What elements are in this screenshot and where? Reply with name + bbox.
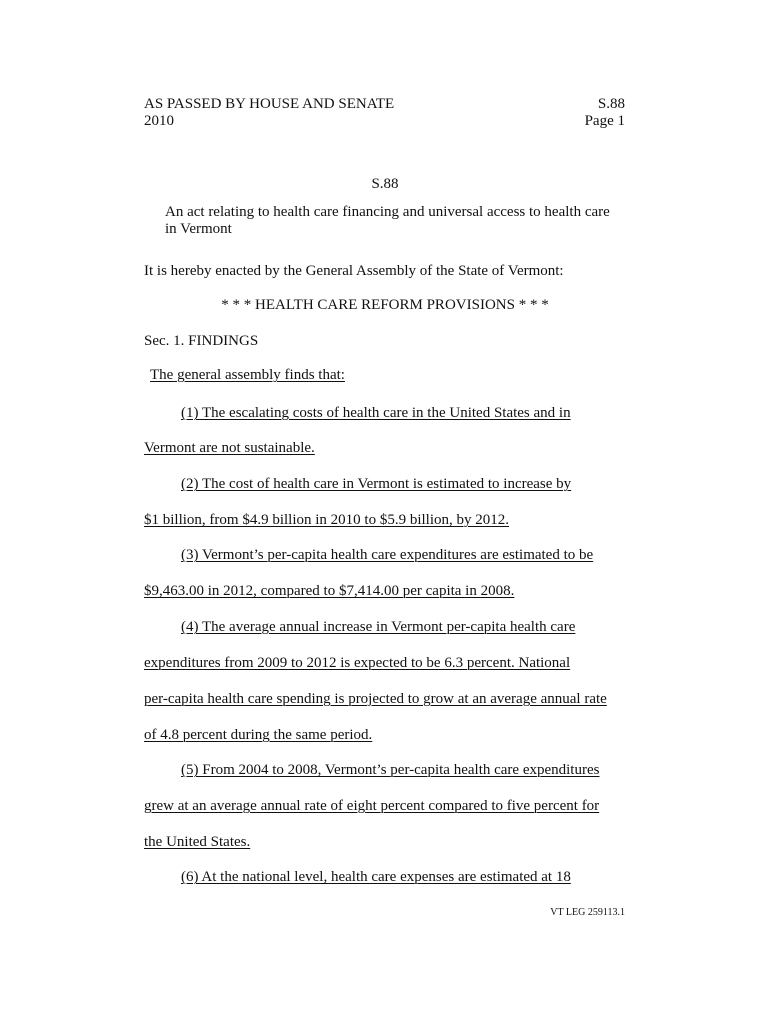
enactment-clause: It is hereby enacted by the General Assembly of the State of Vermont: xyxy=(144,263,564,279)
header-bill-number: S.88 xyxy=(597,96,625,112)
finding-3-line1: (3) Vermont’s per-capita health care expenditures are estimated to be xyxy=(181,547,594,563)
finding-1-line2: Vermont are not sustainable. xyxy=(144,440,315,456)
header-status: AS PASSED BY HOUSE AND SENATE xyxy=(144,96,395,112)
finding-5-line3: the United States. xyxy=(144,834,251,850)
act-description-line1: An act relating to health care financing and universal access to health care xyxy=(165,204,610,220)
act-description-line2: in Vermont xyxy=(165,221,232,237)
finding-4-line3: per-capita health care spending is projected to grow at an average annual rate xyxy=(144,691,607,707)
finding-1-line1: (1) The escalating costs of health care in the United States and in xyxy=(181,405,571,421)
finding-5-line1: (5) From 2004 to 2008, Vermont’s per-capita health care expenditures xyxy=(181,762,600,778)
sec1-heading: Sec. 1. FINDINGS xyxy=(144,333,259,349)
finding-3-line2: $9,463.00 in 2012, compared to $7,414.00 per capita in 2008. xyxy=(144,583,515,599)
finding-6-line1: (6) At the national level, health care expenses are estimated at 18 xyxy=(181,869,571,885)
finding-2-line2: $1 billion, from $4.9 billion in 2010 to $5.9 billion, by 2012. xyxy=(144,512,510,528)
bill-title: S.88 xyxy=(371,176,399,192)
footer-doc-code: VT LEG 259113.1 xyxy=(550,907,625,918)
finding-4-line2: expenditures from 2009 to 2012 is expected to be 6.3 percent. National xyxy=(144,655,571,671)
sec1-intro: The general assembly finds that: xyxy=(150,367,345,383)
section-heading: * * * HEALTH CARE REFORM PROVISIONS * * * xyxy=(221,297,549,313)
header-page-number: Page 1 xyxy=(584,113,625,129)
finding-4-line4: of 4.8 percent during the same period. xyxy=(144,727,373,743)
finding-4-line1: (4) The average annual increase in Vermont per-capita health care xyxy=(181,619,576,635)
finding-2-line1: (2) The cost of health care in Vermont is estimated to increase by xyxy=(181,476,572,492)
finding-5-line2: grew at an average annual rate of eight percent compared to five percent for xyxy=(144,798,600,814)
header-year: 2010 xyxy=(144,113,174,129)
